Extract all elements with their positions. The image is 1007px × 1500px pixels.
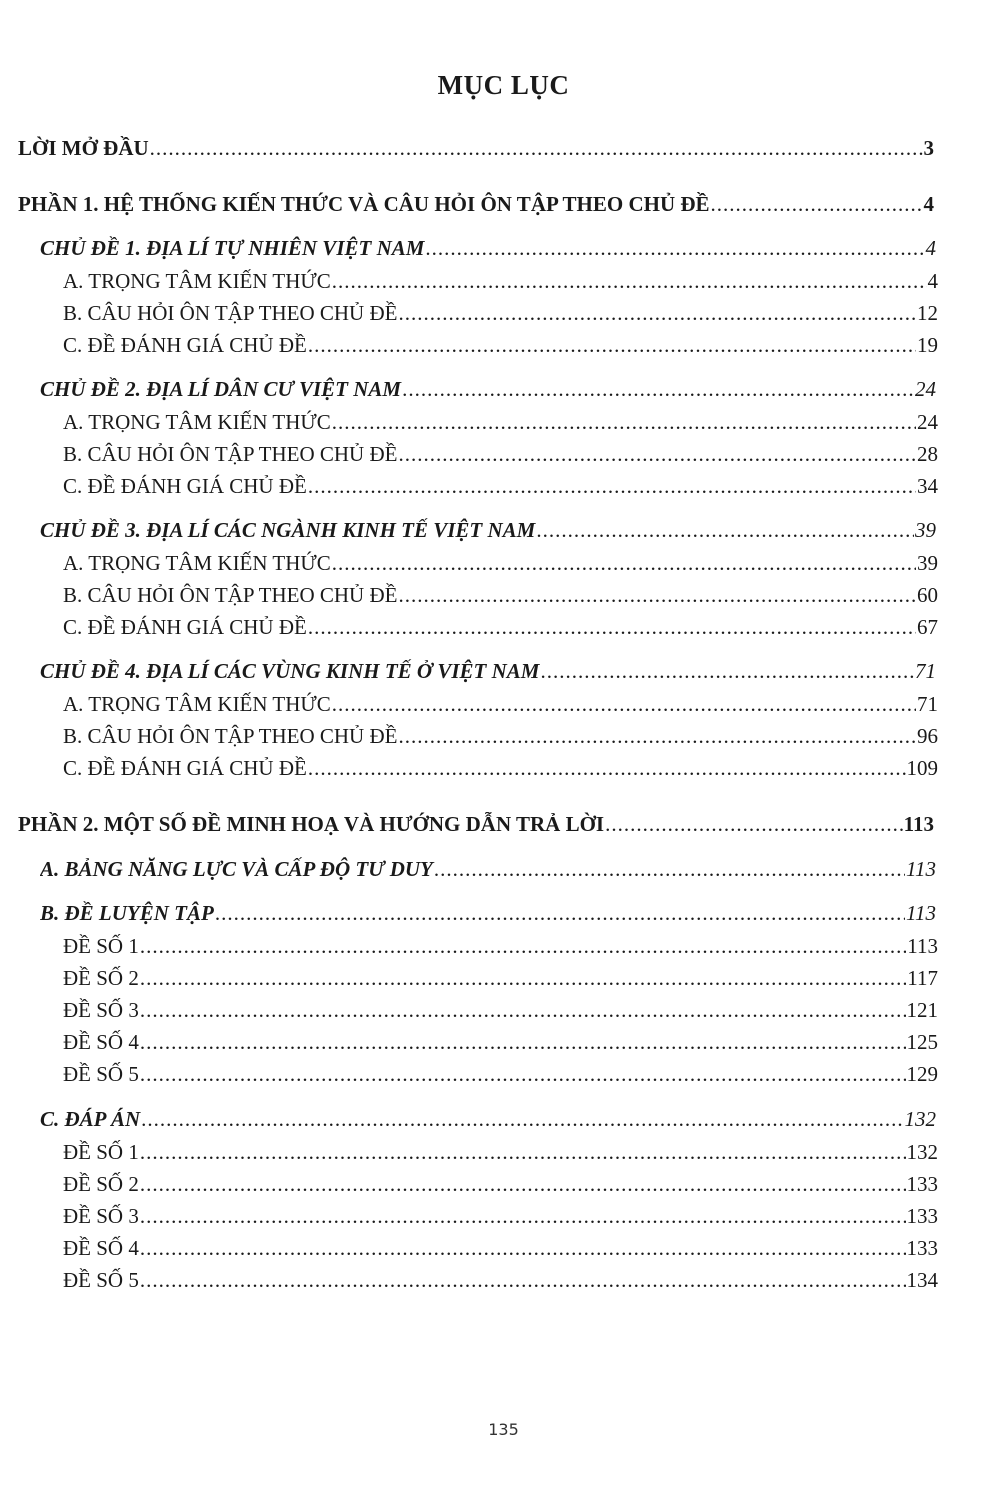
- toc-entry-topic-3[interactable]: [40, 518, 936, 543]
- toc-label: PHẦN 2. MỘT SỐ ĐỀ MINH HOẠ VÀ HƯỚNG DẪN TRẢ LỜI: [18, 812, 605, 836]
- toc-page: 132: [904, 1107, 936, 1131]
- dot-leader: [140, 934, 906, 959]
- toc-label: B. CÂU HỎI ÔN TẬP THEO CHỦ ĐỀ: [63, 583, 398, 607]
- toc-entry-item[interactable]: [63, 1204, 938, 1229]
- toc-label: ĐỀ SỐ 1: [63, 1140, 139, 1164]
- toc-entry-item[interactable]: [63, 756, 938, 781]
- toc-page: 71: [917, 692, 938, 716]
- dot-leader: [140, 1030, 906, 1055]
- toc-page: 132: [906, 1140, 938, 1164]
- toc-page: 34: [917, 474, 938, 498]
- toc-label: B. CÂU HỎI ÔN TẬP THEO CHỦ ĐỀ: [63, 442, 398, 466]
- toc-label: A. TRỌNG TÂM KIẾN THỨC: [63, 410, 331, 434]
- toc-page: 133: [906, 1236, 938, 1260]
- toc-entry-item[interactable]: [63, 301, 938, 326]
- toc-entry-item[interactable]: [63, 410, 938, 435]
- toc-label: ĐỀ SỐ 3: [63, 998, 139, 1022]
- toc-page: 24: [917, 410, 938, 434]
- toc-label: C. ĐỀ ĐÁNH GIÁ CHỦ ĐỀ: [63, 756, 307, 780]
- toc-entry-section-a[interactable]: [40, 857, 936, 882]
- toc-label: B. CÂU HỎI ÔN TẬP THEO CHỦ ĐỀ: [63, 301, 398, 325]
- toc-entry-topic-2[interactable]: [40, 377, 936, 402]
- toc-label: C. ĐỀ ĐÁNH GIÁ CHỦ ĐỀ: [63, 474, 307, 498]
- toc-entry-part-1[interactable]: [18, 192, 934, 217]
- dot-leader: [402, 377, 914, 402]
- toc-entry-item[interactable]: [63, 615, 938, 640]
- dot-leader: [308, 756, 906, 781]
- toc-entry-item[interactable]: [63, 1062, 938, 1087]
- dot-leader: [605, 812, 903, 837]
- toc-page: 39: [917, 551, 938, 575]
- toc-entry-item[interactable]: [63, 474, 938, 499]
- toc-page: 121: [906, 998, 938, 1022]
- toc-page: 28: [917, 442, 938, 466]
- toc-entry-item[interactable]: [63, 692, 938, 717]
- dot-leader: [140, 998, 906, 1023]
- dot-leader: [540, 659, 914, 684]
- toc-entry-item[interactable]: [63, 1030, 938, 1055]
- dot-leader: [140, 1140, 906, 1165]
- page-title: MỤC LỤC: [437, 70, 570, 100]
- toc-entry-item[interactable]: [63, 1236, 938, 1261]
- toc-entry-item[interactable]: [63, 934, 938, 959]
- dot-leader: [536, 518, 914, 543]
- toc-entry-item[interactable]: [63, 1172, 938, 1197]
- toc-label: ĐỀ SỐ 4: [63, 1236, 139, 1260]
- toc-page: 129: [906, 1062, 938, 1086]
- toc-label: A. BẢNG NĂNG LỰC VÀ CẤP ĐỘ TƯ DUY: [40, 857, 433, 881]
- dot-leader: [140, 1236, 906, 1261]
- toc-page: 134: [906, 1268, 938, 1292]
- toc-page: 60: [917, 583, 938, 607]
- toc-entry-item[interactable]: [63, 551, 938, 576]
- dot-leader: [425, 236, 924, 261]
- dot-leader: [140, 1062, 906, 1087]
- dot-leader: [398, 724, 916, 749]
- dot-leader: [434, 857, 905, 882]
- dot-leader: [140, 1204, 906, 1229]
- toc-page: 3: [923, 136, 934, 160]
- toc-page: 4: [927, 269, 938, 293]
- dot-leader: [332, 692, 916, 717]
- toc-entry-item[interactable]: [63, 1140, 938, 1165]
- dot-leader: [398, 442, 916, 467]
- dot-leader: [150, 136, 923, 161]
- toc-page: 125: [906, 1030, 938, 1054]
- toc-page: 39: [915, 518, 936, 542]
- toc-entry-item[interactable]: [63, 966, 938, 991]
- toc-label: CHỦ ĐỀ 4. ĐỊA LÍ CÁC VÙNG KINH TẾ Ở VIỆT NAM: [40, 659, 540, 683]
- toc-entry-item[interactable]: [63, 442, 938, 467]
- dot-leader: [332, 269, 927, 294]
- toc-label: A. TRỌNG TÂM KIẾN THỨC: [63, 269, 331, 293]
- toc-entry-section-c[interactable]: [40, 1107, 936, 1132]
- toc-page: 19: [917, 333, 938, 357]
- toc-entry-topic-4[interactable]: [40, 659, 936, 684]
- toc-label: A. TRỌNG TÂM KIẾN THỨC: [63, 692, 331, 716]
- toc-page: 113: [906, 901, 936, 925]
- toc-label: LỜI MỞ ĐẦU: [18, 136, 149, 160]
- toc-label: ĐỀ SỐ 1: [63, 934, 139, 958]
- dot-leader: [308, 615, 916, 640]
- toc-page: 96: [917, 724, 938, 748]
- toc-page: 24: [915, 377, 936, 401]
- dot-leader: [711, 192, 923, 217]
- dot-leader: [141, 1107, 903, 1132]
- toc-entry-topic-1[interactable]: [40, 236, 936, 261]
- toc-entry-part-2[interactable]: [18, 812, 934, 837]
- dot-leader: [308, 474, 916, 499]
- toc-label: ĐỀ SỐ 5: [63, 1062, 139, 1086]
- dot-leader: [215, 901, 905, 926]
- toc-entry-section-b[interactable]: [40, 901, 936, 926]
- toc-label: PHẦN 1. HỆ THỐNG KIẾN THỨC VÀ CÂU HỎI ÔN TẬP THEO CHỦ ĐỀ: [18, 192, 710, 216]
- toc-page: 113: [907, 934, 938, 958]
- toc-entry-item[interactable]: [63, 998, 938, 1023]
- toc-label: C. ĐỀ ĐÁNH GIÁ CHỦ ĐỀ: [63, 615, 307, 639]
- toc-page: 133: [906, 1172, 938, 1196]
- toc-label: CHỦ ĐỀ 1. ĐỊA LÍ TỰ NHIÊN VIỆT NAM: [40, 236, 425, 260]
- toc-entry-item[interactable]: [63, 583, 938, 608]
- toc-label: ĐỀ SỐ 3: [63, 1204, 139, 1228]
- toc-page: 67: [917, 615, 938, 639]
- dot-leader: [332, 551, 916, 576]
- dot-leader: [398, 301, 916, 326]
- toc-label: C. ĐỀ ĐÁNH GIÁ CHỦ ĐỀ: [63, 333, 307, 357]
- toc-label: ĐỀ SỐ 4: [63, 1030, 139, 1054]
- toc-page: 113: [906, 857, 936, 881]
- toc-entry-item[interactable]: [63, 269, 938, 294]
- page-number: 135: [488, 1420, 519, 1439]
- toc-label: CHỦ ĐỀ 3. ĐỊA LÍ CÁC NGÀNH KINH TẾ VIỆT NAM: [40, 518, 536, 542]
- toc-label: B. CÂU HỎI ÔN TẬP THEO CHỦ ĐỀ: [63, 724, 398, 748]
- toc-label: C. ĐÁP ÁN: [40, 1107, 141, 1131]
- dot-leader: [140, 1172, 906, 1197]
- dot-leader: [140, 966, 906, 991]
- dot-leader: [398, 583, 916, 608]
- toc-label: ĐỀ SỐ 2: [63, 966, 139, 990]
- toc-entry-item[interactable]: [63, 724, 938, 749]
- toc-page: 133: [906, 1204, 938, 1228]
- toc-page: 4: [925, 236, 936, 260]
- toc-page: 4: [923, 192, 934, 216]
- toc-entry-item[interactable]: [63, 333, 938, 358]
- dot-leader: [140, 1268, 906, 1293]
- toc-label: ĐỀ SỐ 5: [63, 1268, 139, 1292]
- toc-page: 71: [915, 659, 936, 683]
- toc-label: A. TRỌNG TÂM KIẾN THỨC: [63, 551, 331, 575]
- toc-page: 113: [903, 812, 934, 836]
- toc-page: 12: [917, 301, 938, 325]
- dot-leader: [332, 410, 916, 435]
- toc-entry-preface[interactable]: [18, 136, 934, 161]
- toc-label: ĐỀ SỐ 2: [63, 1172, 139, 1196]
- toc-page: 117: [907, 966, 938, 990]
- toc-entry-item[interactable]: [63, 1268, 938, 1293]
- toc-page: 109: [906, 756, 938, 780]
- toc-label: CHỦ ĐỀ 2. ĐỊA LÍ DÂN CƯ VIỆT NAM: [40, 377, 402, 401]
- toc-label: B. ĐỀ LUYỆN TẬP: [40, 901, 214, 925]
- dot-leader: [308, 333, 916, 358]
